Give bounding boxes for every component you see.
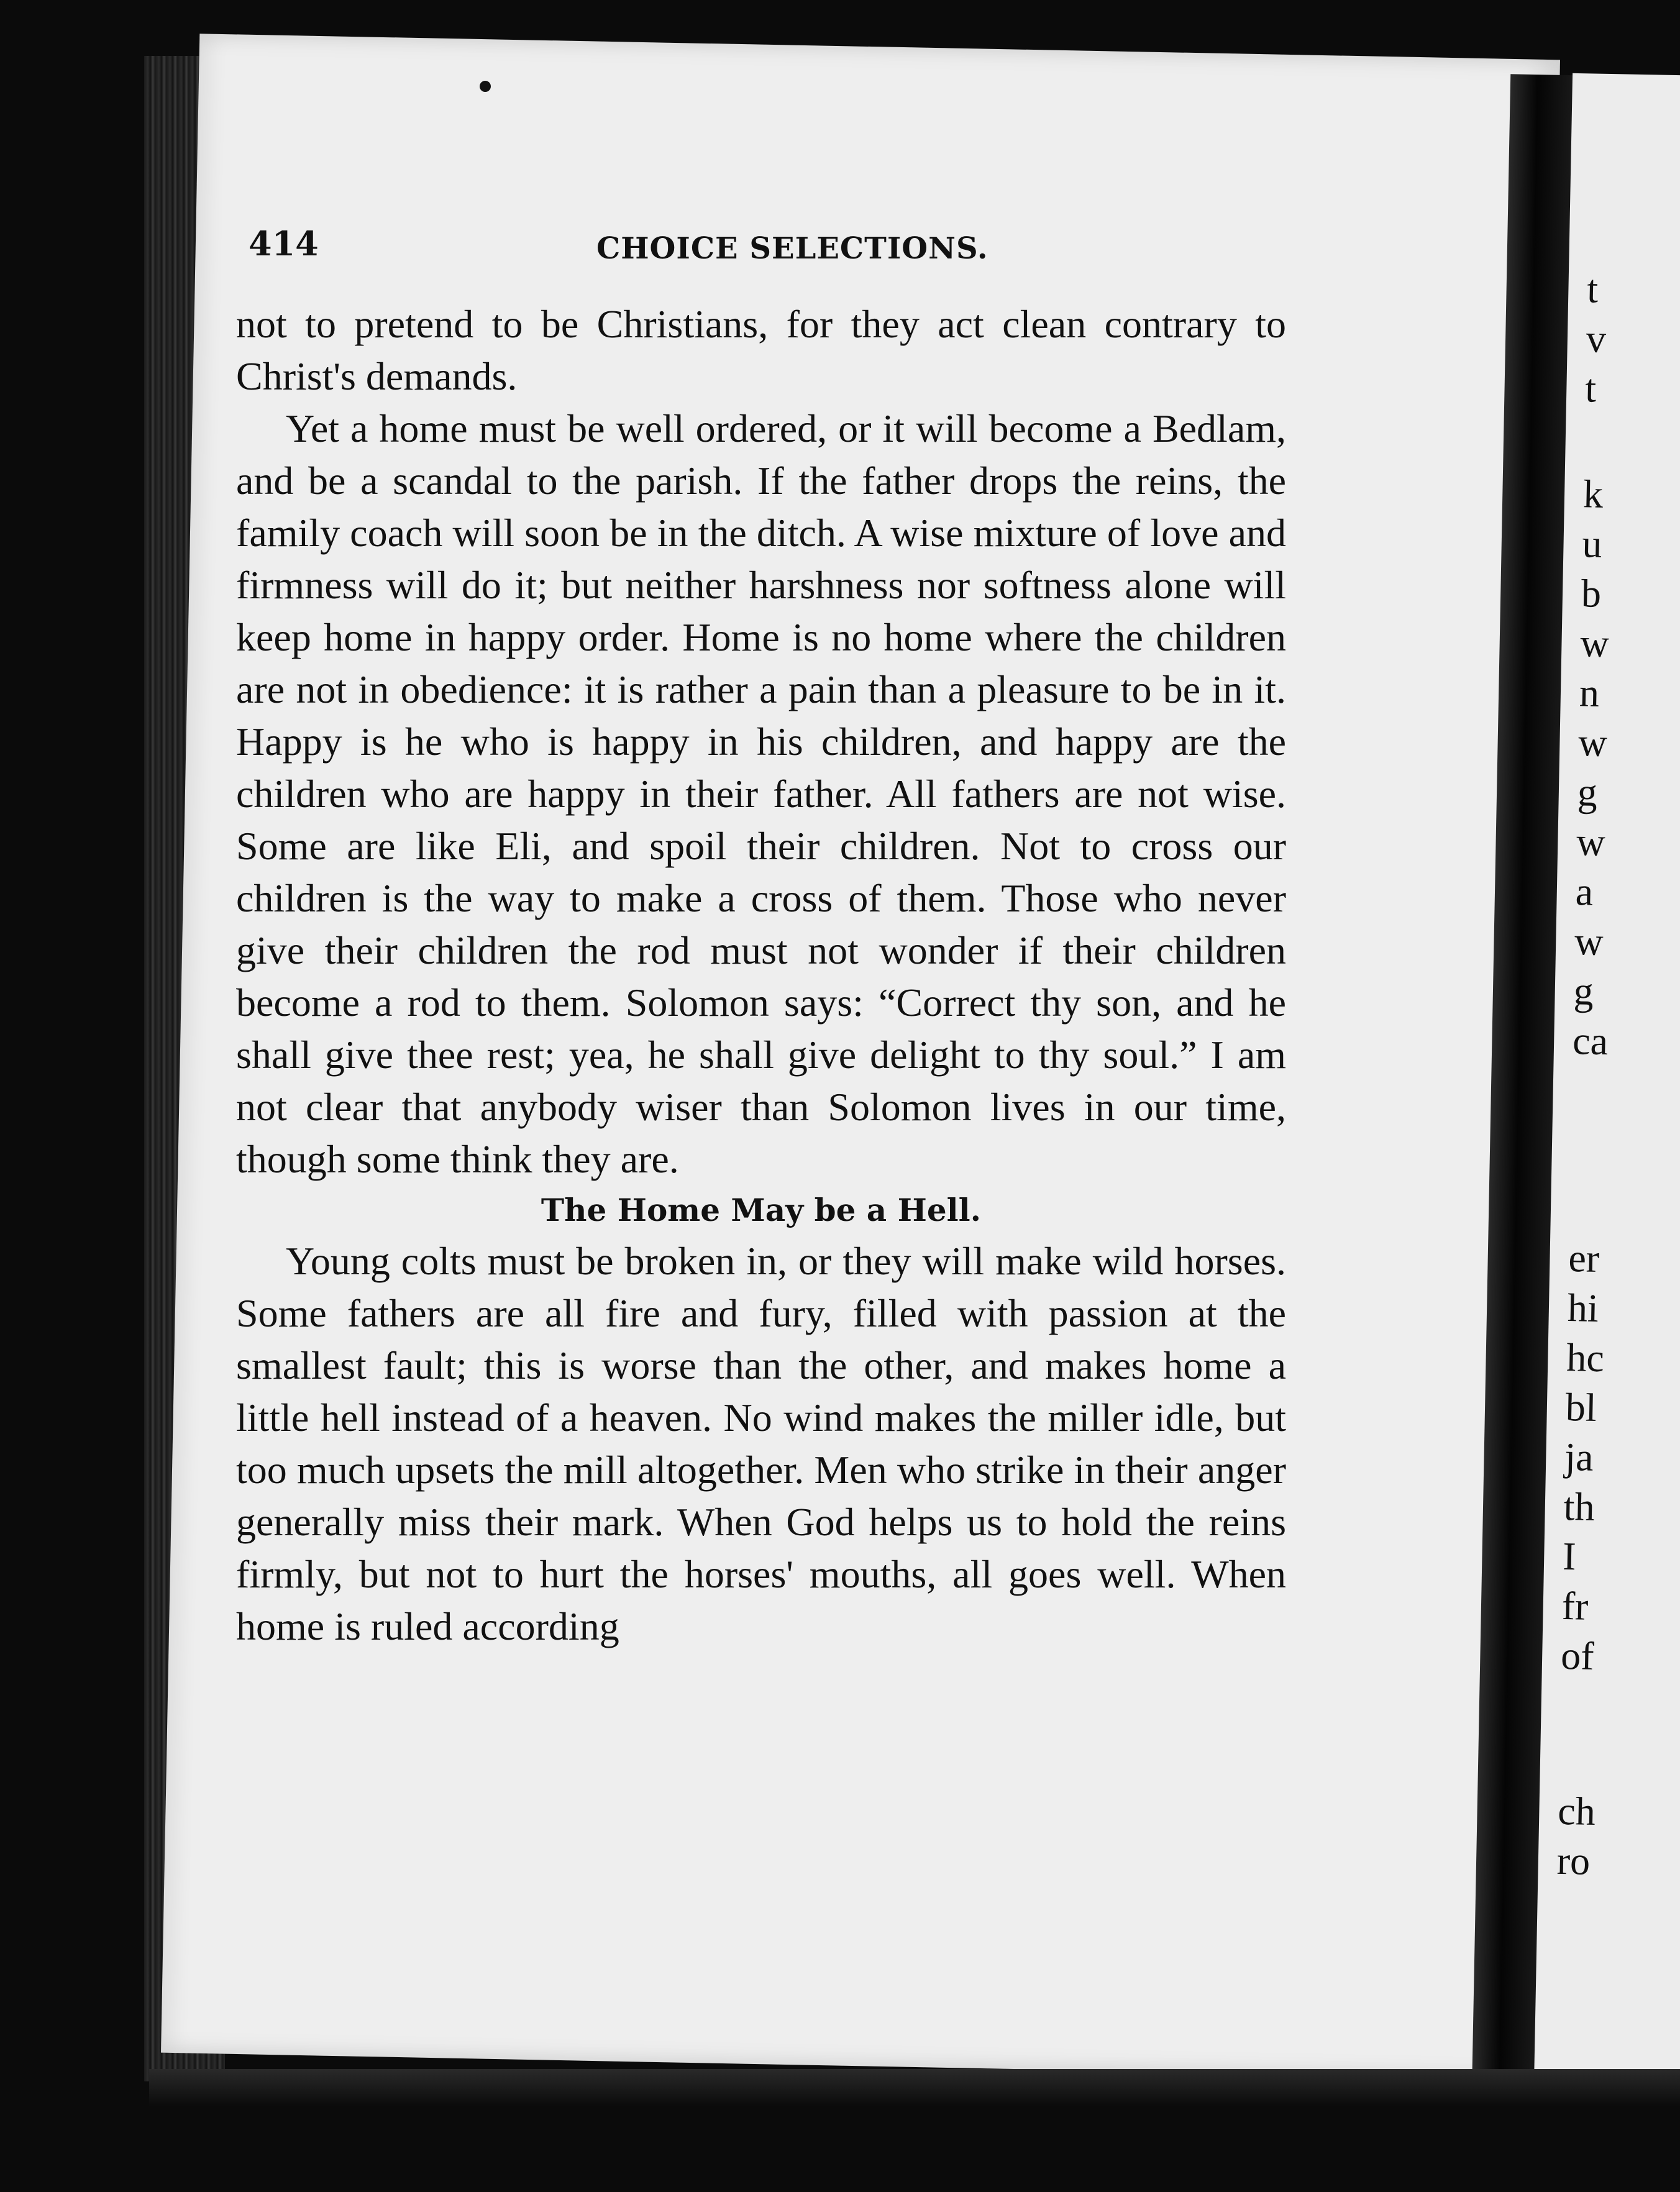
facing-page-fragment: u bbox=[1581, 521, 1603, 566]
facing-page-fragment: w bbox=[1579, 621, 1610, 666]
facing-page-fragment: fr bbox=[1561, 1583, 1589, 1628]
facing-page-fragment: n bbox=[1579, 670, 1600, 715]
facing-page-fragment: g bbox=[1573, 969, 1594, 1013]
facing-page-fragment: bl bbox=[1565, 1384, 1597, 1430]
facing-page-fragment: t bbox=[1586, 267, 1599, 311]
section-heading: The Home May be a Hell. bbox=[541, 1192, 982, 1228]
facing-page-fragment: w bbox=[1574, 919, 1604, 964]
facing-page-fragments bbox=[1556, 73, 1680, 1883]
facing-page-fragment: b bbox=[1581, 571, 1602, 616]
facing-page-fragment: ch bbox=[1557, 1788, 1596, 1834]
facing-page-fragment: a bbox=[1575, 869, 1594, 914]
facing-page-fragment: v bbox=[1586, 316, 1607, 361]
facing-page-fragment: ja bbox=[1564, 1434, 1594, 1479]
facing-page-fragment: er bbox=[1568, 1236, 1600, 1281]
facing-page-fragment: w bbox=[1576, 820, 1606, 865]
facing-page-fragment: hi bbox=[1567, 1286, 1599, 1330]
paragraph: Young colts must be broken in, or they will make wild horses. Some fathers are all fire and fury, filled with passion at the smallest fault; this is worse than the other, and makes home a little hell instead of a heaven. No wind makes the miller idle, but too much upsets the mill altogether. Men who strike in their anger generally miss their mark. When God helps us to hold the reins firmly, but not to hurt the horses' mouths, all goes well. When home is ruled according bbox=[236, 1239, 1286, 1648]
page-body bbox=[236, 298, 1286, 1653]
facing-page-fragment: w bbox=[1577, 720, 1608, 765]
facing-page-fragment: ca bbox=[1572, 1018, 1609, 1064]
page-header bbox=[249, 224, 1131, 280]
facing-page-fragment: hc bbox=[1566, 1335, 1605, 1381]
facing-page-fragment: th bbox=[1563, 1484, 1596, 1529]
facing-page-fragment: of bbox=[1560, 1633, 1595, 1678]
facing-page-fragment: ro bbox=[1556, 1838, 1591, 1883]
ink-dot bbox=[480, 81, 491, 92]
paragraph: Yet a home must be well ordered, or it will become a Bedlam, and be a scandal to the parish. If the father drops the reins, the family coach will soon be in the ditch. A wise mixture of love and firmness will do it; but neither harshness nor softness alone will keep home in happy order. Home is no home where the children are not in obedience: it is rather a pain than a pleasure to be in it. Happy is he who is happy in his children, and happy are the children who are happy in their father. All fathers are not wise. Some are like Eli, and spoil their children. Not to cross our children is the way to make a cross of them. Those who never give their children the rod must not wonder if their children become a rod to them. Solomon says: “Correct thy son, and he shall give thee rest; yea, he shall give delight to thy soul.” I am not clear that anybody wiser than Solomon lives in our time, though some think they are. bbox=[236, 406, 1286, 1181]
facing-page-fragment: I bbox=[1562, 1533, 1577, 1579]
paragraph-continued: not to pretend to be Christians, for they act clean contrary to Christ's demands. bbox=[236, 302, 1286, 398]
facing-page-fragment: k bbox=[1582, 472, 1604, 516]
facing-page-fragment: g bbox=[1577, 770, 1598, 815]
page-bottom-shadow bbox=[149, 2069, 1680, 2106]
running-head: CHOICE SELECTIONS. bbox=[596, 231, 988, 266]
facing-page-fragment: t bbox=[1584, 366, 1597, 411]
page-number: 414 bbox=[249, 224, 319, 263]
